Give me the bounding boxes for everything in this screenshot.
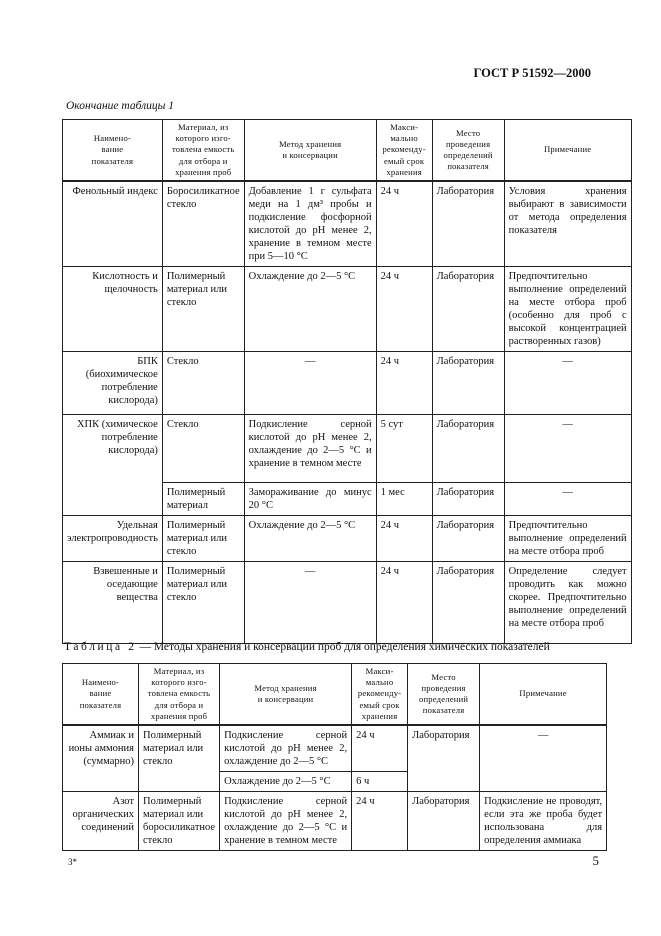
cell-method: Замораживание до минус 20 °С xyxy=(244,483,376,516)
cell-material: Полимерный материал или стекло xyxy=(162,562,244,644)
table-header-row xyxy=(63,664,607,725)
table-row xyxy=(63,516,632,562)
cell-material: Стекло xyxy=(162,415,244,483)
header-material: Материал, из которого изго- товлена емкость для отбора и хранения проб xyxy=(162,120,244,181)
cell-note: Условия хранения выбирают в зависимости от метода определения показателя xyxy=(504,181,631,267)
header-method: Метод хранения и консервации xyxy=(220,664,352,725)
cell-place: Лаборатория xyxy=(432,352,504,415)
table-2-caption xyxy=(64,641,550,653)
page-number: 5 xyxy=(592,853,599,868)
cell-note: Предпочтительно выполнение определений на месте отбора проб xyxy=(504,516,631,562)
cell-note: — xyxy=(504,352,631,415)
cell-method: Добавление 1 г сульфата меди на 1 дм³ пробы и подкисление фосфорной кислотой до pH менее 2, хранение в темном месте при 5—10 °С xyxy=(244,181,376,267)
cell-term: 24 ч xyxy=(376,181,432,267)
cell-method: Охлаждение до 2—5 °С xyxy=(244,516,376,562)
cell-note: Предпочтительно выполнение определений на месте отбора проб (особенно для проб с высокой концентрацией растворенных газов) xyxy=(504,266,631,351)
cell-term: 6 ч xyxy=(352,771,408,791)
cell-term: 24 ч xyxy=(376,352,432,415)
cell-indicator: БПК (биохимическое потребление кислорода) xyxy=(63,352,163,415)
cell-term: 24 ч xyxy=(376,516,432,562)
cell-material: Полимерный материал или стекло xyxy=(139,725,220,792)
cell-method: Подкисление серной кислотой до pH менее 2, охлаждение до 2—5 °С и хранение в темном месте xyxy=(244,415,376,483)
cell-place: Лаборатория xyxy=(432,415,504,483)
cell-material: Полимерный материал или стекло xyxy=(162,516,244,562)
header-place: Место проведения определений показателя xyxy=(408,664,480,725)
table-row xyxy=(63,562,632,644)
cell-note: — xyxy=(504,483,631,516)
table-2 xyxy=(62,663,607,851)
table-continuation-caption: Окончание таблицы 1 xyxy=(66,100,174,112)
cell-indicator: ХПК (химическое потребление кислорода) xyxy=(63,415,163,516)
table-row xyxy=(63,352,632,415)
cell-place: Лаборатория xyxy=(432,562,504,644)
cell-note: Подкисление не проводят, если эта же проба будет использована для определения аммиака xyxy=(480,791,607,850)
doc-code-header: ГОСТ Р 51592—2000 xyxy=(473,66,591,80)
header-place: Место проведения определений показателя xyxy=(432,120,504,181)
cell-method: — xyxy=(244,562,376,644)
header-max-term: Макси- мально рекоменду- емый срок хранения xyxy=(352,664,408,725)
cell-place: Лаборатория xyxy=(432,483,504,516)
cell-note: — xyxy=(480,725,607,792)
table-2-label: Таблица 2 xyxy=(64,641,137,653)
header-method: Метод хранения и консервации xyxy=(244,120,376,181)
cell-material: Боросиликатное стекло xyxy=(162,181,244,267)
table-2-title: — Методы хранения и консервации проб для определения химических показателей xyxy=(136,641,550,653)
cell-term: 1 мес xyxy=(376,483,432,516)
cell-method: Подкисление серной кислотой до pH менее 2, охлаждение до 2—5 °С и хранение в темном месте xyxy=(220,791,352,850)
cell-indicator: Азот органических соединений xyxy=(63,791,139,850)
cell-method: Охлаждение до 2—5 °С xyxy=(220,771,352,791)
cell-indicator: Взвешенные и оседающие вещества xyxy=(63,562,163,644)
header-material: Материал, из которого изго- товлена емкость для отбора и хранения проб xyxy=(139,664,220,725)
cell-term: 24 ч xyxy=(376,266,432,351)
footer-mark: 3* xyxy=(68,857,77,867)
cell-note: Определение следует проводить как можно скорее. Предпочтительно выполнение определений на месте отбора проб xyxy=(504,562,631,644)
cell-term: 5 сут xyxy=(376,415,432,483)
cell-place: Лаборатория xyxy=(432,266,504,351)
table-1 xyxy=(62,119,632,644)
cell-place: Лаборатория xyxy=(432,516,504,562)
table-header-row xyxy=(63,120,632,181)
cell-indicator: Удельная электропроводность xyxy=(63,516,163,562)
cell-place: Лаборатория xyxy=(432,181,504,267)
header-indicator: Наимено- вание показателя xyxy=(63,664,139,725)
header-note: Примечание xyxy=(504,120,631,181)
table-row xyxy=(63,725,607,772)
table-row xyxy=(63,181,632,267)
cell-term: 24 ч xyxy=(352,725,408,772)
cell-material: Полимерный материал или стекло xyxy=(162,266,244,351)
cell-method: Подкисление серной кислотой до pH менее 2, охлаждение до 2—5 °С xyxy=(220,725,352,772)
cell-indicator: Аммиак и ионы аммония (суммарно) xyxy=(63,725,139,792)
cell-method: Охлаждение до 2—5 °С xyxy=(244,266,376,351)
cell-method: — xyxy=(244,352,376,415)
cell-material: Полимерный материал или боросиликатное стекло xyxy=(139,791,220,850)
header-max-term: Макси- мально рекоменду- емый срок хранения xyxy=(376,120,432,181)
header-note: Примечание xyxy=(480,664,607,725)
cell-indicator: Кислотность и щелочность xyxy=(63,266,163,351)
cell-place: Лаборатория xyxy=(408,791,480,850)
cell-note: — xyxy=(504,415,631,483)
cell-term: 24 ч xyxy=(352,791,408,850)
cell-material: Стекло xyxy=(162,352,244,415)
cell-place: Лаборатория xyxy=(408,725,480,792)
table-row xyxy=(63,415,632,483)
cell-term: 24 ч xyxy=(376,562,432,644)
table-row xyxy=(63,266,632,351)
header-indicator: Наимено- вание показателя xyxy=(63,120,163,181)
cell-indicator: Фенольный индекс xyxy=(63,181,163,267)
table-row xyxy=(63,791,607,850)
cell-material: Полимерный материал xyxy=(162,483,244,516)
